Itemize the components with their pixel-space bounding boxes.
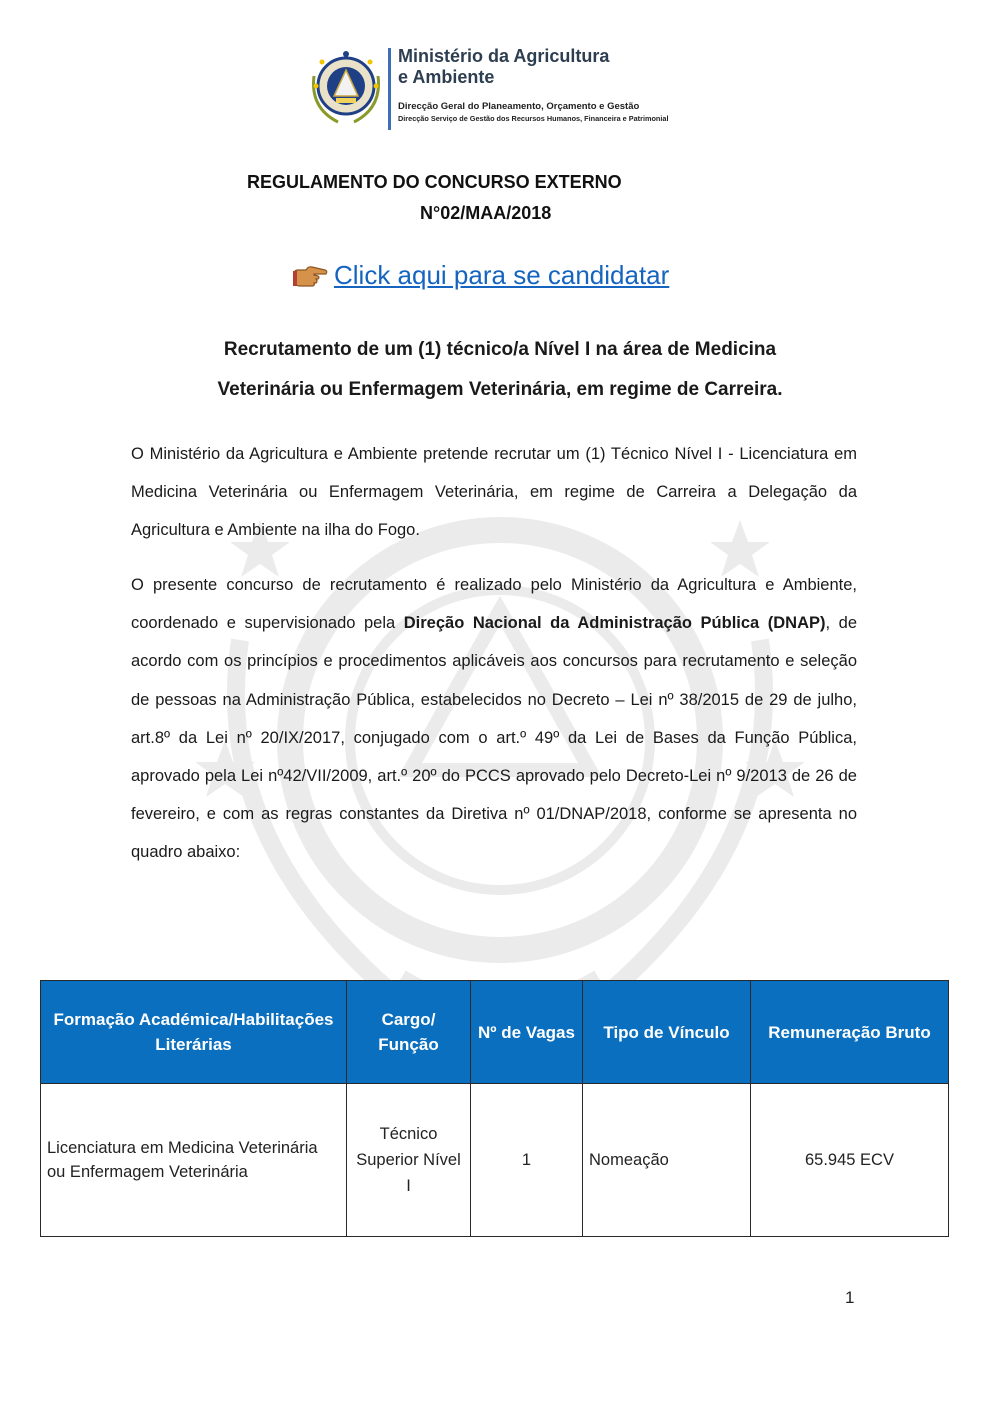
service-name: Direcção Serviço de Gestão dos Recursos Humanos, Financeira e Patrimonial <box>398 114 669 123</box>
dnap-name: Direção Nacional da Administração Pública (DNAP) <box>403 614 826 633</box>
header-cargo: Cargo/ Função <box>347 981 471 1084</box>
header-formacao: Formação Académica/Habilitações Literárias <box>41 981 347 1084</box>
document-title: REGULAMENTO DO CONCURSO EXTERNO <box>247 172 622 192</box>
cell-remuneracao: 65.945 ECV <box>751 1084 949 1237</box>
header-remuneracao: Remuneração Bruto <box>751 981 949 1084</box>
vacancy-table <box>40 980 949 1237</box>
document-number: N°02/MAA/2018 <box>420 203 552 223</box>
ministry-header <box>300 44 720 134</box>
apply-link-label[interactable]: Click aqui para se candidatar <box>334 260 670 290</box>
cell-formacao: Licenciatura em Medicina Veterinária ou Enfermagem Veterinária <box>41 1084 347 1237</box>
recruitment-title-line1: Recrutamento de um (1) técnico/a Nível I na área de Medicina <box>223 339 777 360</box>
legal-paragraph-text-continued: , de acordo com os princípios e procedimentos aplicáveis aos concursos para recrutamento e seleção de pessoas na Administração Pública, estabelecidos no Decreto – Lei nº 38/2015 de 29 de julho, art.8º da Lei nº 20/IX/2017, conjugado com o art.º 49º da Lei de Bases da Função Pública, aprovado pela Lei nº42/VII/2009, art.º 20º do PCCS aprovado pelo Decreto-Lei nº 9/2013 de 26 de fevereiro, e com as regras constantes da Diretiva nº 01/DNAP/2018, conforme se apresenta no quadro abaixo: <box>131 614 858 862</box>
ministry-name <box>398 46 609 88</box>
pointing-hand-icon <box>292 262 328 290</box>
page-number: 1 <box>845 1288 855 1307</box>
coat-of-arms-icon <box>308 46 384 126</box>
legal-paragraph <box>131 566 857 872</box>
cell-cargo: Técnico Superior Nível I <box>347 1084 471 1237</box>
department-name: Direcção Geral do Planeamento, Orçamento e Gestão <box>398 101 640 112</box>
cell-vagas: 1 <box>471 1084 583 1237</box>
apply-link[interactable] <box>292 260 669 291</box>
table-row <box>41 1084 949 1237</box>
header-divider <box>388 48 391 130</box>
table-header-row <box>41 981 949 1084</box>
cell-vinculo: Nomeação <box>583 1084 751 1237</box>
intro-paragraph: O Ministério da Agricultura e Ambiente pretende recrutar um (1) Técnico Nível I - Licenciatura em Medicina Veterinária ou Enfermagem Veterinária, em regime de Carreira a Delegação da Agricultura e Ambiente na ilha do Fogo. <box>131 445 857 540</box>
ministry-name-line2: e Ambiente <box>398 67 495 87</box>
recruitment-title <box>120 330 880 410</box>
ministry-name-line1: Ministério da Agricultura <box>398 46 610 66</box>
header-vagas: Nº de Vagas <box>471 981 583 1084</box>
legal-paragraph-text: O presente concurso de recrutamento é realizado pelo Ministério da Agricultura e Ambiente, coordenado e supervisionado pela <box>131 576 857 633</box>
header-vinculo: Tipo de Vínculo <box>583 981 751 1084</box>
recruitment-title-line2: Veterinária ou Enfermagem Veterinária, em regime de Carreira. <box>217 379 783 400</box>
